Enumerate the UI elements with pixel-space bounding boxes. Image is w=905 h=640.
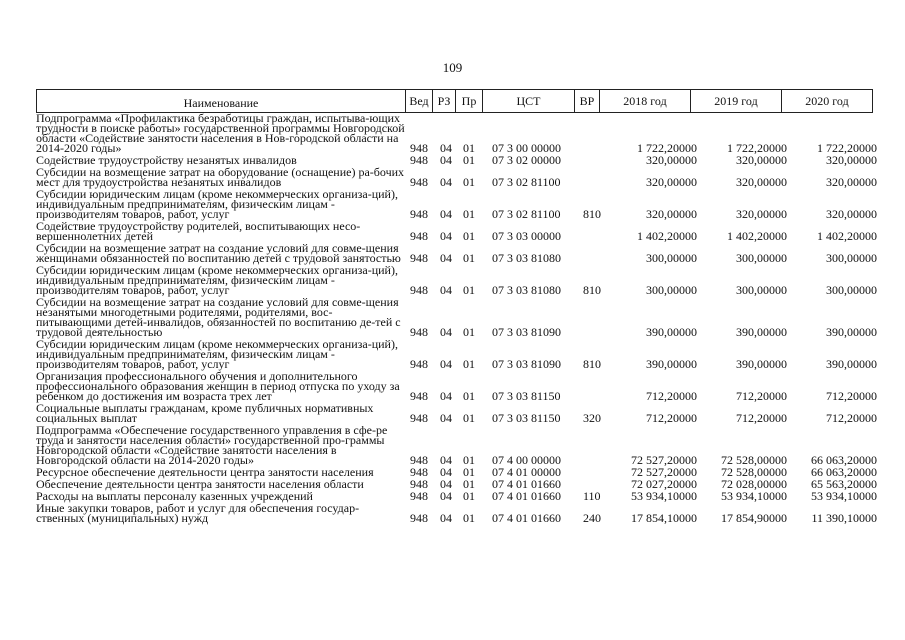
value-2019: 320,00000 (736, 175, 787, 189)
table-row (0, 369, 905, 401)
cst-cell: 07 3 02 81100 (492, 207, 561, 221)
table-row (0, 489, 905, 501)
rz-cell: 04 (440, 465, 452, 479)
cst-cell: 07 3 02 00000 (492, 153, 561, 167)
row-name: Обеспечение деятельности центра занятости населения области (36, 477, 364, 491)
header-pr: Пр (456, 90, 483, 113)
value-2019: 390,00000 (736, 357, 787, 371)
pr-cell: 01 (463, 283, 475, 297)
value-2020: 320,00000 (826, 153, 877, 167)
pr-cell: 01 (463, 141, 475, 155)
rz-cell: 04 (440, 357, 452, 371)
value-2020: 320,00000 (826, 207, 877, 221)
rz-cell: 04 (440, 283, 452, 297)
value-2018: 390,00000 (646, 357, 697, 371)
vr-cell: 810 (583, 357, 601, 371)
pr-cell: 01 (463, 465, 475, 479)
pr-cell: 01 (463, 325, 475, 339)
vr-cell: 320 (583, 411, 601, 425)
value-2019: 53 934,10000 (721, 489, 787, 503)
ved-cell: 948 (410, 389, 428, 403)
ved-cell: 948 (410, 453, 428, 467)
value-2019: 72 028,00000 (721, 477, 787, 491)
value-2019: 320,00000 (736, 153, 787, 167)
cst-cell: 07 3 03 81080 (492, 251, 561, 265)
vr-cell: 810 (583, 207, 601, 221)
row-name: Организация профессионального обучения и дополнительного профессионального образования женщин в период отпуска по уходу за ребенком до достижения им возраста трех лет (36, 369, 400, 403)
row-name: Субсидии на возмещение затрат на создание условий для совме-щения незанятыми многодетными родителями, родителями, вос-питывающими детей-инвалидов, обязанностей по воспитанию де-тей с трудовой деятельностью (36, 295, 401, 339)
table-row (0, 295, 905, 337)
value-2019: 300,00000 (736, 283, 787, 297)
value-2019: 1 402,20000 (727, 229, 787, 243)
pr-cell: 01 (463, 511, 475, 525)
cst-cell: 07 4 01 01660 (492, 511, 561, 525)
value-2018: 390,00000 (646, 325, 697, 339)
row-name: Субсидии на возмещение затрат на создание условий для совме-щения женщинами обязанностей по воспитанию детей с трудовой занятостью (36, 241, 401, 265)
ved-cell: 948 (410, 283, 428, 297)
rz-cell: 04 (440, 325, 452, 339)
table-row (0, 501, 905, 523)
value-2019: 712,20000 (736, 389, 787, 403)
pr-cell: 01 (463, 251, 475, 265)
value-2020: 390,00000 (826, 357, 877, 371)
rz-cell: 04 (440, 251, 452, 265)
value-2020: 65 563,20000 (811, 477, 877, 491)
cst-cell: 07 3 03 00000 (492, 229, 561, 243)
rz-cell: 04 (440, 453, 452, 467)
row-name: Содействие трудоустройству незанятых инвалидов (36, 153, 297, 167)
value-2019: 17 854,90000 (721, 511, 787, 525)
value-2019: 1 722,20000 (727, 141, 787, 155)
value-2020: 320,00000 (826, 175, 877, 189)
header-vr: ВР (575, 90, 600, 113)
rz-cell: 04 (440, 411, 452, 425)
value-2019: 72 528,00000 (721, 453, 787, 467)
header-2019: 2019 год (691, 90, 782, 113)
value-2018: 17 854,10000 (631, 511, 697, 525)
value-2018: 72 527,20000 (631, 453, 697, 467)
row-name: Подпрограмма «Профилактика безработицы граждан, испытыва-ющих трудности в поиске работы» государственной программы Новгородской области «Содействие занятости населения в Нов-городской области на 2014-2020 годы» (36, 111, 405, 155)
value-2018: 72 027,20000 (631, 477, 697, 491)
header-rz: РЗ (433, 90, 456, 113)
rz-cell: 04 (440, 389, 452, 403)
row-name: Субсидии юридическим лицам (кроме некоммерческих организа-ций), индивидуальным предпринимателям, физическим лицам - производителям товаров, работ, услуг (36, 187, 398, 221)
page-number: 109 (442, 60, 463, 75)
value-2020: 1 402,20000 (817, 229, 877, 243)
vr-cell: 810 (583, 283, 601, 297)
header-2020: 2020 год (782, 90, 873, 113)
cst-cell: 07 4 01 01660 (492, 489, 561, 503)
value-2019: 712,20000 (736, 411, 787, 425)
value-2018: 712,20000 (646, 411, 697, 425)
value-2020: 53 934,10000 (811, 489, 877, 503)
value-2020: 66 063,20000 (811, 453, 877, 467)
value-2020: 390,00000 (826, 325, 877, 339)
vr-cell: 240 (583, 511, 601, 525)
pr-cell: 01 (463, 229, 475, 243)
pr-cell: 01 (463, 175, 475, 189)
value-2019: 390,00000 (736, 325, 787, 339)
table-row (0, 153, 905, 165)
row-name: Ресурсное обеспечение деятельности центра занятости населения (36, 465, 374, 479)
value-2018: 72 527,20000 (631, 465, 697, 479)
ved-cell: 948 (410, 251, 428, 265)
table-header (36, 89, 873, 113)
rz-cell: 04 (440, 141, 452, 155)
pr-cell: 01 (463, 389, 475, 403)
vr-cell: 110 (583, 489, 601, 503)
value-2018: 320,00000 (646, 175, 697, 189)
table-row (0, 337, 905, 369)
rz-cell: 04 (440, 207, 452, 221)
cst-cell: 07 3 03 81150 (492, 411, 561, 425)
value-2020: 1 722,20000 (817, 141, 877, 155)
table-row (0, 465, 905, 477)
value-2020: 11 390,10000 (811, 511, 877, 525)
pr-cell: 01 (463, 489, 475, 503)
ved-cell: 948 (410, 207, 428, 221)
cst-cell: 07 3 02 81100 (492, 175, 561, 189)
table-row (0, 111, 905, 153)
row-name: Содействие трудоустройству родителей, воспитывающих несо-вершеннолетних детей (36, 219, 361, 243)
cst-cell: 07 3 00 00000 (492, 141, 561, 155)
value-2018: 320,00000 (646, 153, 697, 167)
ved-cell: 948 (410, 141, 428, 155)
header-name: Наименование (37, 90, 406, 113)
header-cst: ЦСТ (483, 90, 575, 113)
cst-cell: 07 3 03 81090 (492, 357, 561, 371)
table-row (0, 263, 905, 295)
row-name: Расходы на выплаты персоналу казенных учреждений (36, 489, 313, 503)
row-name: Социальные выплаты гражданам, кроме публичных нормативных социальных выплат (36, 401, 374, 425)
cst-cell: 07 4 01 01660 (492, 477, 561, 491)
row-name: Субсидии юридическим лицам (кроме некоммерческих организа-ций), индивидуальным предпринимателям, физическим лицам - производителям товаров, работ, услуг (36, 337, 398, 371)
rz-cell: 04 (440, 175, 452, 189)
ved-cell: 948 (410, 175, 428, 189)
rz-cell: 04 (440, 153, 452, 167)
pr-cell: 01 (463, 153, 475, 167)
rz-cell: 04 (440, 489, 452, 503)
value-2018: 1 402,20000 (637, 229, 697, 243)
header-ved: Вед (406, 90, 433, 113)
pr-cell: 01 (463, 357, 475, 371)
cst-cell: 07 3 03 81080 (492, 283, 561, 297)
ved-cell: 948 (410, 465, 428, 479)
value-2018: 300,00000 (646, 251, 697, 265)
pr-cell: 01 (463, 477, 475, 491)
cst-cell: 07 3 03 81150 (492, 389, 561, 403)
table-row (0, 477, 905, 489)
row-name: Иные закупки товаров, работ и услуг для обеспечения государ-ственных (муниципальных) нужд (36, 501, 360, 525)
value-2020: 712,20000 (826, 411, 877, 425)
ved-cell: 948 (410, 411, 428, 425)
row-name: Подпрограмма «Обеспечение государственного управления в сфе-ре труда и занятости населения области» государственной про-граммы Новгородской области «Содействие занятости населения в Новгородской области на 2014-2020 годы» (36, 423, 388, 467)
table-row (0, 219, 905, 241)
pr-cell: 01 (463, 207, 475, 221)
rz-cell: 04 (440, 477, 452, 491)
header-2018: 2018 год (600, 90, 691, 113)
table-row (0, 187, 905, 219)
value-2020: 300,00000 (826, 251, 877, 265)
value-2018: 300,00000 (646, 283, 697, 297)
value-2019: 300,00000 (736, 251, 787, 265)
table-row (0, 423, 905, 465)
table-body (0, 111, 905, 523)
value-2019: 72 528,00000 (721, 465, 787, 479)
cst-cell: 07 4 00 00000 (492, 453, 561, 467)
rz-cell: 04 (440, 511, 452, 525)
rz-cell: 04 (440, 229, 452, 243)
ved-cell: 948 (410, 489, 428, 503)
cst-cell: 07 3 03 81090 (492, 325, 561, 339)
ved-cell: 948 (410, 229, 428, 243)
cst-cell: 07 4 01 00000 (492, 465, 561, 479)
value-2020: 66 063,20000 (811, 465, 877, 479)
value-2018: 712,20000 (646, 389, 697, 403)
ved-cell: 948 (410, 357, 428, 371)
value-2018: 320,00000 (646, 207, 697, 221)
value-2020: 300,00000 (826, 283, 877, 297)
ved-cell: 948 (410, 325, 428, 339)
table-row (0, 165, 905, 187)
pr-cell: 01 (463, 411, 475, 425)
ved-cell: 948 (410, 153, 428, 167)
pr-cell: 01 (463, 453, 475, 467)
table-row (0, 401, 905, 423)
row-name: Субсидии юридическим лицам (кроме некоммерческих организа-ций), индивидуальным предпринимателям, физическим лицам - производителям товаров, работ, услуг (36, 263, 398, 297)
table-row (0, 241, 905, 263)
ved-cell: 948 (410, 511, 428, 525)
value-2018: 53 934,10000 (631, 489, 697, 503)
value-2018: 1 722,20000 (637, 141, 697, 155)
ved-cell: 948 (410, 477, 428, 491)
value-2019: 320,00000 (736, 207, 787, 221)
value-2020: 712,20000 (826, 389, 877, 403)
row-name: Субсидии на возмещение затрат на оборудование (оснащение) ра-бочих мест для трудоустройства незанятых инвалидов (36, 165, 405, 189)
